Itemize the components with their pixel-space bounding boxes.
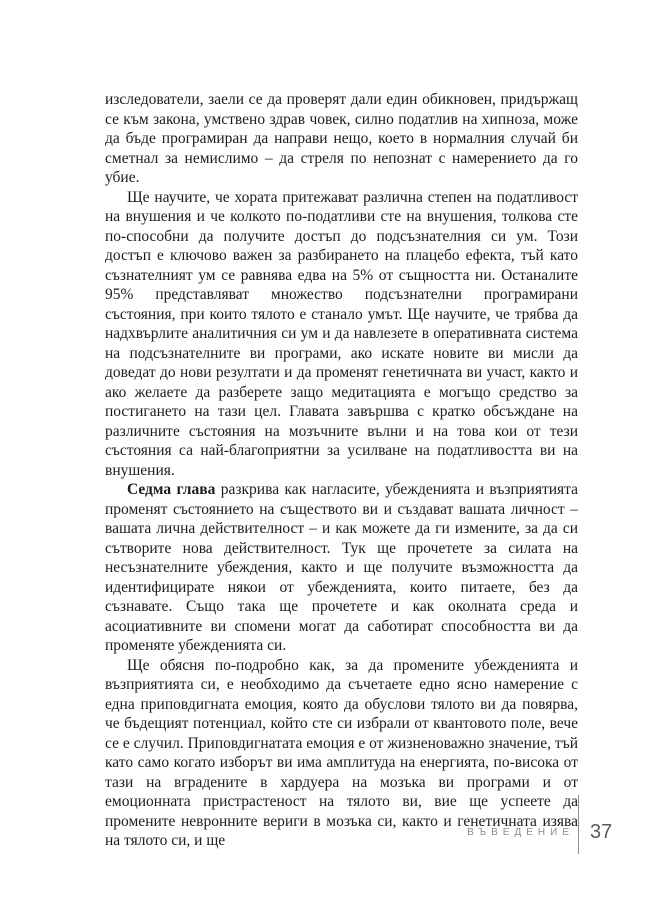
paragraph — [105, 188, 578, 481]
paragraph-text: Ще научите, че хората притежават различна степен на податливост на внушения и че колкото по-податливи сте на внушения, толкова сте по-способни да получите достъп до подсъзнателния си ум. Този достъп е ключово важен за разбирането на плацебо ефекта, тъй като съзнателният ум се равнява едва на 5% от същността ни. Останалите 95% представляват множество подсъзнателни програмирани състояния, при които тялото е станало умът. Ще научите, че трябва да надхвърлите аналитичния си ум и да навлезете в оперативната система на подсъзнателните ви програми, ако искате новите ви мисли да доведат до нови резултати и да променят генетичната ви участ, както и ако желаете да разберете защо медитацията е могъщо средство за постигането на тази цел. Главата завършва с кратко обсъждане на различните състояния на мозъчните вълни и на това кои от тези състояния са най-благоприятни за усилване на податливостта ви на внушения. — [105, 188, 578, 479]
paragraph — [105, 90, 578, 188]
paragraph — [105, 480, 578, 656]
paragraph — [105, 656, 578, 851]
text-block — [105, 90, 578, 851]
footer-divider-line — [578, 795, 579, 854]
paragraph-text: Ще обясня по-подробно как, за да промените убежденията и възприятията си, е необходимо да съчетаете едно ясно намерение с една приповдигната емоция, която да обуслови тялото ви да повярва, че бъдещият потенциал, който сте си избрали от квантовото поле, вече се е случил. Приповдигнатата емоция е от жизненоважно значение, тъй като само когато изборът ви има амплитуда на енергията, по-висока от тази на вградените в хардуера на мозъка ви програми и от емоционната пристрастеност на тялото ви, вие ще успеете да промените невронните вериги в мозъка си, както и генетичната изява на тялото си, и ще — [105, 656, 578, 849]
page-number: 37 — [590, 821, 613, 843]
paragraph-text: разкрива как нагласите, убежденията и възприятията променят състоянието на съществото ви и създават вашата личност – вашата лична действителност – и как можете да ги измените, за да си сътворите нова действителност. Тук ще прочетете за силата на несъзнателните убеждения, както и ще получите възможността да идентифицирате някои от убежденията, които питаете, без да съзнавате. Също така ще прочетете и как околната среда и асоциативните ви спомени могат да саботират способността ви да променяте убежденията си. — [105, 481, 578, 654]
running-footer-section-title: ВЪВЕДЕНИЕ — [467, 827, 574, 838]
chapter-reference-bold: Седма глава — [127, 481, 216, 498]
paragraph-text: изследователи, заели се да проверят дали един обикновен, придържащ се към закона, умствено здрав човек, силно податлив на хипноза, може да бъде програмиран да направи нещо, което в нормалния случай би сметнал за немислимо – да стреля по непознат с намерението да го убие. — [105, 91, 578, 186]
